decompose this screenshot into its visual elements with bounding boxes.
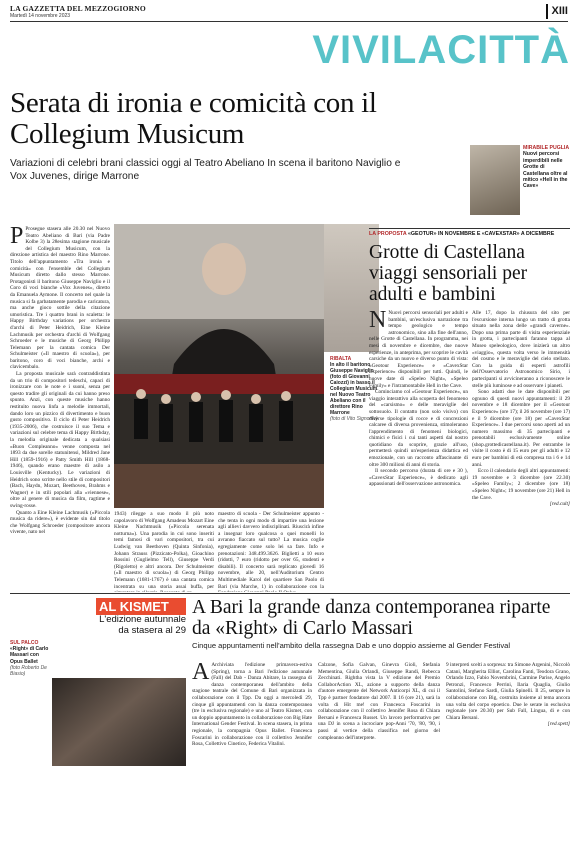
main-column-1	[10, 226, 110, 592]
sul-palco-text: «Right» di Carlo Massari con Opus Ballet	[10, 646, 49, 665]
grotte-column-2	[472, 310, 570, 592]
main-col1c-text: Quanto a Eine Kleine Lachmusik («Piccola musica da ridere»), è evidente sin dal titolo che Wolfgang Schroeder (compositore ancora vivente, nato nel	[10, 509, 110, 536]
sul-palco-kicker: SUL PALCO	[10, 640, 39, 646]
danza-column-3	[446, 662, 570, 832]
danza-col3-text: 9 interpreti scelti a sorpresa: tra Simone Argenini, Niccolò Catani, Margherita Elliot, Carolina Fanti, Teodora Grano, Orlando Izzo, Fabio Novembrini, Carmine Parise, Angelo Petronzi, Francesco Perrini, Ilaria Quaglia, Giulio Santolini, Stefano Sardi, Giulia Spinelli. Il 25, sempre in collaborazione con Big, costruita insieme al tema ancora una volta del corpo epoetico. Due le serate in esclusiva regionale (ore 20.30) per Sub Fall, Lingua, di e con Chiara Bersani.	[446, 662, 570, 721]
danza-headline: A Bari la grande danza contemporanea riparte da «Right» di Carlo Massari	[192, 597, 551, 639]
page-number: XIII	[546, 4, 568, 19]
danza-column-2	[318, 662, 440, 832]
main-col3-text: maestro di scuola - Der Schulmeister appunto - che tenta in ogni modo di impartire una lezione agli allievi davvero indisciplinati. Riuscirà infine a insegnar loro qualcosa o quei monelli lo avranno fiaccato sul tutto? La musica coglie egregiamente come solo lei sa fare. Info e prenotazioni: 348.499.3626. Biglietti a 10 euro (ridotti, 7 euro (ridotto per over 65, studenti e disabili). Il concerto sarà replicato giovedì 16 novembre, alle 20, nell'Auditorium Centro Multimediale Karol del quartiere San Paolo di Bari (via Marche, 1) in collaborazione con la	[218, 511, 324, 590]
danza-signature: [red.spett]	[547, 721, 570, 728]
caption-text: In alto il baritono Giuseppe Naviglio (foto di Giovanni Caiozzi) in basso il Collegium Musicum nel Nuovo Teatro Abeliano con il direttore Rino Marrone	[330, 362, 378, 416]
photo-illustration	[114, 224, 324, 508]
grotte-kicker-red: LA PROPOSTA	[369, 231, 407, 237]
grotte-col1b-text: Cominciamo col «Geotour Experience», un viaggio interattivo alla scoperta del fenomeno del «carsismo» e delle meraviglie del sottosuolo. Il contatto (non solo visivo) con diverse tipologie di rocce e di concrezioni calcaree di diversa provenienza, stimoleranno l'apprendimento di fenomeni biologici, chimici e fisici i cui tanti aspetti dal nostro quotidiano da scoprire, grazie all'uso, permetterà quindi un'esperienza didattica ed emozionale, con un racconto affascinante di oltre 300 milioni di anni di storia.	[369, 389, 468, 468]
grotte-col2-text: Alle 17, dopo la chiusura del sito per l'escursione interna lungo un tratto di grotta situato nella zona delle «grandi caverne». Dopo una prima parte di visita esperienziale in grotta, i partecipanti faranno tappa al Museo speleologico, dove inizierà un altro «viaggio», questa volta verso le immensità del cosmo e le meraviglie del cielo stellato. Con la guida di esperti astrofili dell'Osservatorio Astronomico Sirio, i partecipanti si avvicineranno a riconoscere le stelle più luminose e ad osservare i pianeti.	[472, 310, 570, 389]
danza-column-1	[192, 662, 312, 832]
grotte-col1-text: Nuovi percorsi sensoriali per adulti e bambini, un'esclusiva narrazione tra tempo geologico e tempo astronomico, sino alla fine dell'anno, nelle Grotte di Castellana. In programma, nei mesi di novembre e dicembre, due nuove esperienze, in anteprima, per scoprire le cavità carsiche da un nuovo e diverso punto di vista: «Geotour Experience» e «CavexStar Experience» disponibili per tutti. Quindi, le nuove date di «Speleo Night», «Speleo Family» e l'intramontabile Hell in the Cave.	[369, 310, 468, 389]
photo-dance	[52, 678, 186, 766]
sidebox-body: Nuovi percorsi imperdibili nelle Grotte di Castellana oltre al mitico «Hell in the Cave»	[523, 151, 568, 190]
grotte-col2b-text: Sono adatti due le date disponibili per ognuno di questi nuovi appuntamenti: il 29 novembre e 18 dicembre per il «Geotour Experience» (ore 17); il 26 novembre (ore 17) e il 9 dicembre (ore 18) per «CavexStar Experience». I due percorsi sono aperti ad un numero massimo di 35 partecipanti e prenotabili esclusivamente online (shop.grottedicastellana.it). Per entrambe le visite il costo è di 15 euro per gli adulti e 12 euro per bambini di età compresa tra i 6 e 14 anni.	[472, 389, 570, 468]
main-subhead: Variazioni di celebri brani classici oggi al Teatro Abeliano In scena il baritono Naviglio e Vox Juvenes, dirige Marrone	[10, 158, 401, 182]
mirabile-puglia-box	[470, 145, 570, 215]
grotte-signature: [red.cult]	[549, 501, 570, 508]
sul-palco-caption	[10, 640, 52, 677]
sidebox-text	[523, 145, 570, 190]
caption-kicker: RIBALTA	[330, 356, 352, 362]
grotte-headline: Grotte di Castellana viaggi sensoriali per adulti e bambini	[369, 242, 528, 305]
main-column-3	[218, 511, 324, 592]
caption-credit: (foto di Vito Signorile)	[330, 416, 378, 422]
grotte-column-1	[369, 310, 468, 592]
danza-col2-text: Calzone, Sofia Galvan, Ginevra Gioli, Stefania Mementina, Giulia Orlandi, Giuseppe Randi, Rebecca Zecchinati. Rightha vista la V edizione del Premio CollaborAction XL, azione a supporto della danza d'autore emergente del Network Anticorpi XL, di cui il Tpp è partner fondatore dal 2007. Il 16 (ore 21), sarà la volta di Hit me! con Francesca Foscarini in collaborazione con il collettivo Jennifer Rosa di Chiara Bersani e Francesca Russet. Un lavoro performativo per una DJ in scena a incrociare pop-Anni '70, '80, '90, i passi al vertice della classifica nel giorno del compleanno dell'interprete.	[318, 662, 440, 741]
grotte-dropcap: N	[369, 310, 387, 333]
al-kismet-label: AL KISMET	[96, 598, 186, 615]
section-title: VIVILACITTÀ	[312, 28, 570, 72]
grotte-kicker-text: «GEOTUR» IN NOVEMBRE E «CAVEXSTAR» A DICEMBRE	[407, 231, 555, 237]
grotte-col1c-text: Il secondo percorso (durata di ore e 30 ), «CavexStar Experience», è dedicato agli appassionati dell'osservazione astronomica.	[369, 468, 468, 488]
masthead	[10, 4, 568, 22]
paper-name: LA GAZZETTA DEL MEZZOGIORNO	[10, 4, 146, 13]
danza-col1-text: Archiviata l'edizione primavera-estiva (Spring), torna a Bari l'edizione autunnale (Fall) del Dab - Danza Abitare, la rassegna di danza contemporanea dell'ambito della stagione teatrale del Comune di Bari organizzata in collaborazione con il Tpp. Da oggi a mercoledì 29, cinque gli appuntamenti con la danza contemporanea (tre in esclusiva regionale) e uno al Teatro Kismet, con un doppio appuntamento in collaborazione con Big Hate International Gender Festival. In scena stasera, in prima regionale, la compagnia Opus Ballet. Francesca Foscarini in collaborazione con il collettivo Jennifer Rosa, Collettivo Cinetico, Federica Vitalini.	[192, 662, 312, 748]
section-separator	[10, 593, 570, 594]
main-col1b-text: La proposta musicale sarà contraddistinta da un trio di compositori tedeschi, capaci di ironizzare con le note e i suoni, senza per questo tradire gli originali da cui hanno preso spunto. Anzi, con queste musiche hanno restituito nuova linfa a melodie immortali, dando loro un pizzico di divertimento e buon gusto compositivo. Il ciclo di Peter Heidrich (1935-2006), che costruisce il suo Tema e variazioni sul celebre tema di Happy Birthday, la melodia originale dedicata a qualsiasi «Buon Compleanno» venne composta nel 1893 da due sorelle statunitensi, Mildred Jane Hill (1859-1916) e Patty Smith Hill (1868-1946), quando erano maestre di asilo a Louisville (Kentucky). Le variazioni di Heidrich sono scritte nello stile di compositori (Bach, Haydn, Mozart, Beethoven, Brahms e Wagner) e in stili popolari alla «viennese», oltre al genere di musica da film, ragtime e swing-rosse.	[10, 371, 110, 509]
main-column-2	[114, 511, 214, 592]
al-kismet-text: L'edizione autunnale da stasera al 29	[99, 614, 186, 636]
grotte-kicker	[369, 228, 570, 237]
main-headline: Serata di ironia e comicità con il Collegium Musicum	[10, 87, 377, 150]
grotte-col2c-text: Ecco il calendario degli altri appuntamenti: 19 novembre e 3 dicembre (ore 22.30) «Speleo Family»; 2 dicembre (ore 18) «Speleo Night»; 19 novembre (ore 21) Hell in the Cave.	[472, 468, 570, 501]
photo-collegium-musicum	[114, 224, 324, 508]
main-col2-text: 1943) rilegge a suo modo il più noto capolavoro di Wolfgang Amadeus Mozart Eine Kleine Nachtmusik («Piccola serenata notturna»). Una parodia in cui sono inseriti temi famosi di vari compositori, tra cui Ludwig van Beethoven (Quinta Sinfonia), Johann Strauss (Pizzicato-Polka), Gioachino Rossini (Guglielmo Tell), Giuseppe Verdi (Rigoletto) e altri ancora. Der Schulmeister («Il maestro di scuola») di Georg Philipp Telemann (1681-1767) è una cantata comica incentrata su una storia assai buffa, per	[114, 511, 214, 590]
sidebox-kicker: MIRABILE PUGLIA	[523, 145, 570, 151]
issue-date: Martedì 14 novembre 2023	[10, 13, 71, 19]
sul-palco-credit: (foto Roberto De Biasio)	[10, 664, 47, 678]
danza-subhead: Cinque appuntamenti nell'ambito della rassegna Dab e uno doppio assieme al Gender Festival	[192, 641, 511, 650]
danza-dropcap: A	[192, 662, 210, 685]
cave-thumbnail	[470, 145, 520, 215]
dropcap: P	[10, 226, 24, 249]
main-col1-text: Prosegue stasera alle 20.30 nel Nuovo Teatro Abeliano di Bari (via Padre Kolbe 3) la 28esima stagione musicale del Collegium Musicum, con la direzione artistica del maestro Rino Marrone. Titolo dell'appuntamento «Tra ironia e comicità» con l'ensemble del Collegium Musicum diretto dallo stesso Marrone. Protagonisti il baritono Giuseppe Naviglio e il Coro di voci bianche «Vox Juvenes», diretto da Emanuela Aymone. Il concerto nel quale la musica si fa garbatamente parodia e caricatura, ma anche gioco sottile della citazione umoristica. Tre i quattro brani in scaletta: le Happy Birthday variations per orchestra d'archi di Peter Heidrich, Eine Kleine Lachmusik per orchestra d'archi di Wolfgang Schroeder e le musiche di Georg Philipp Telemann per la cantata comica Der Schulmeister («Il maestro di scuola»), per baritono, coro di voci bianche, archi e clavicembalo.	[10, 226, 110, 371]
